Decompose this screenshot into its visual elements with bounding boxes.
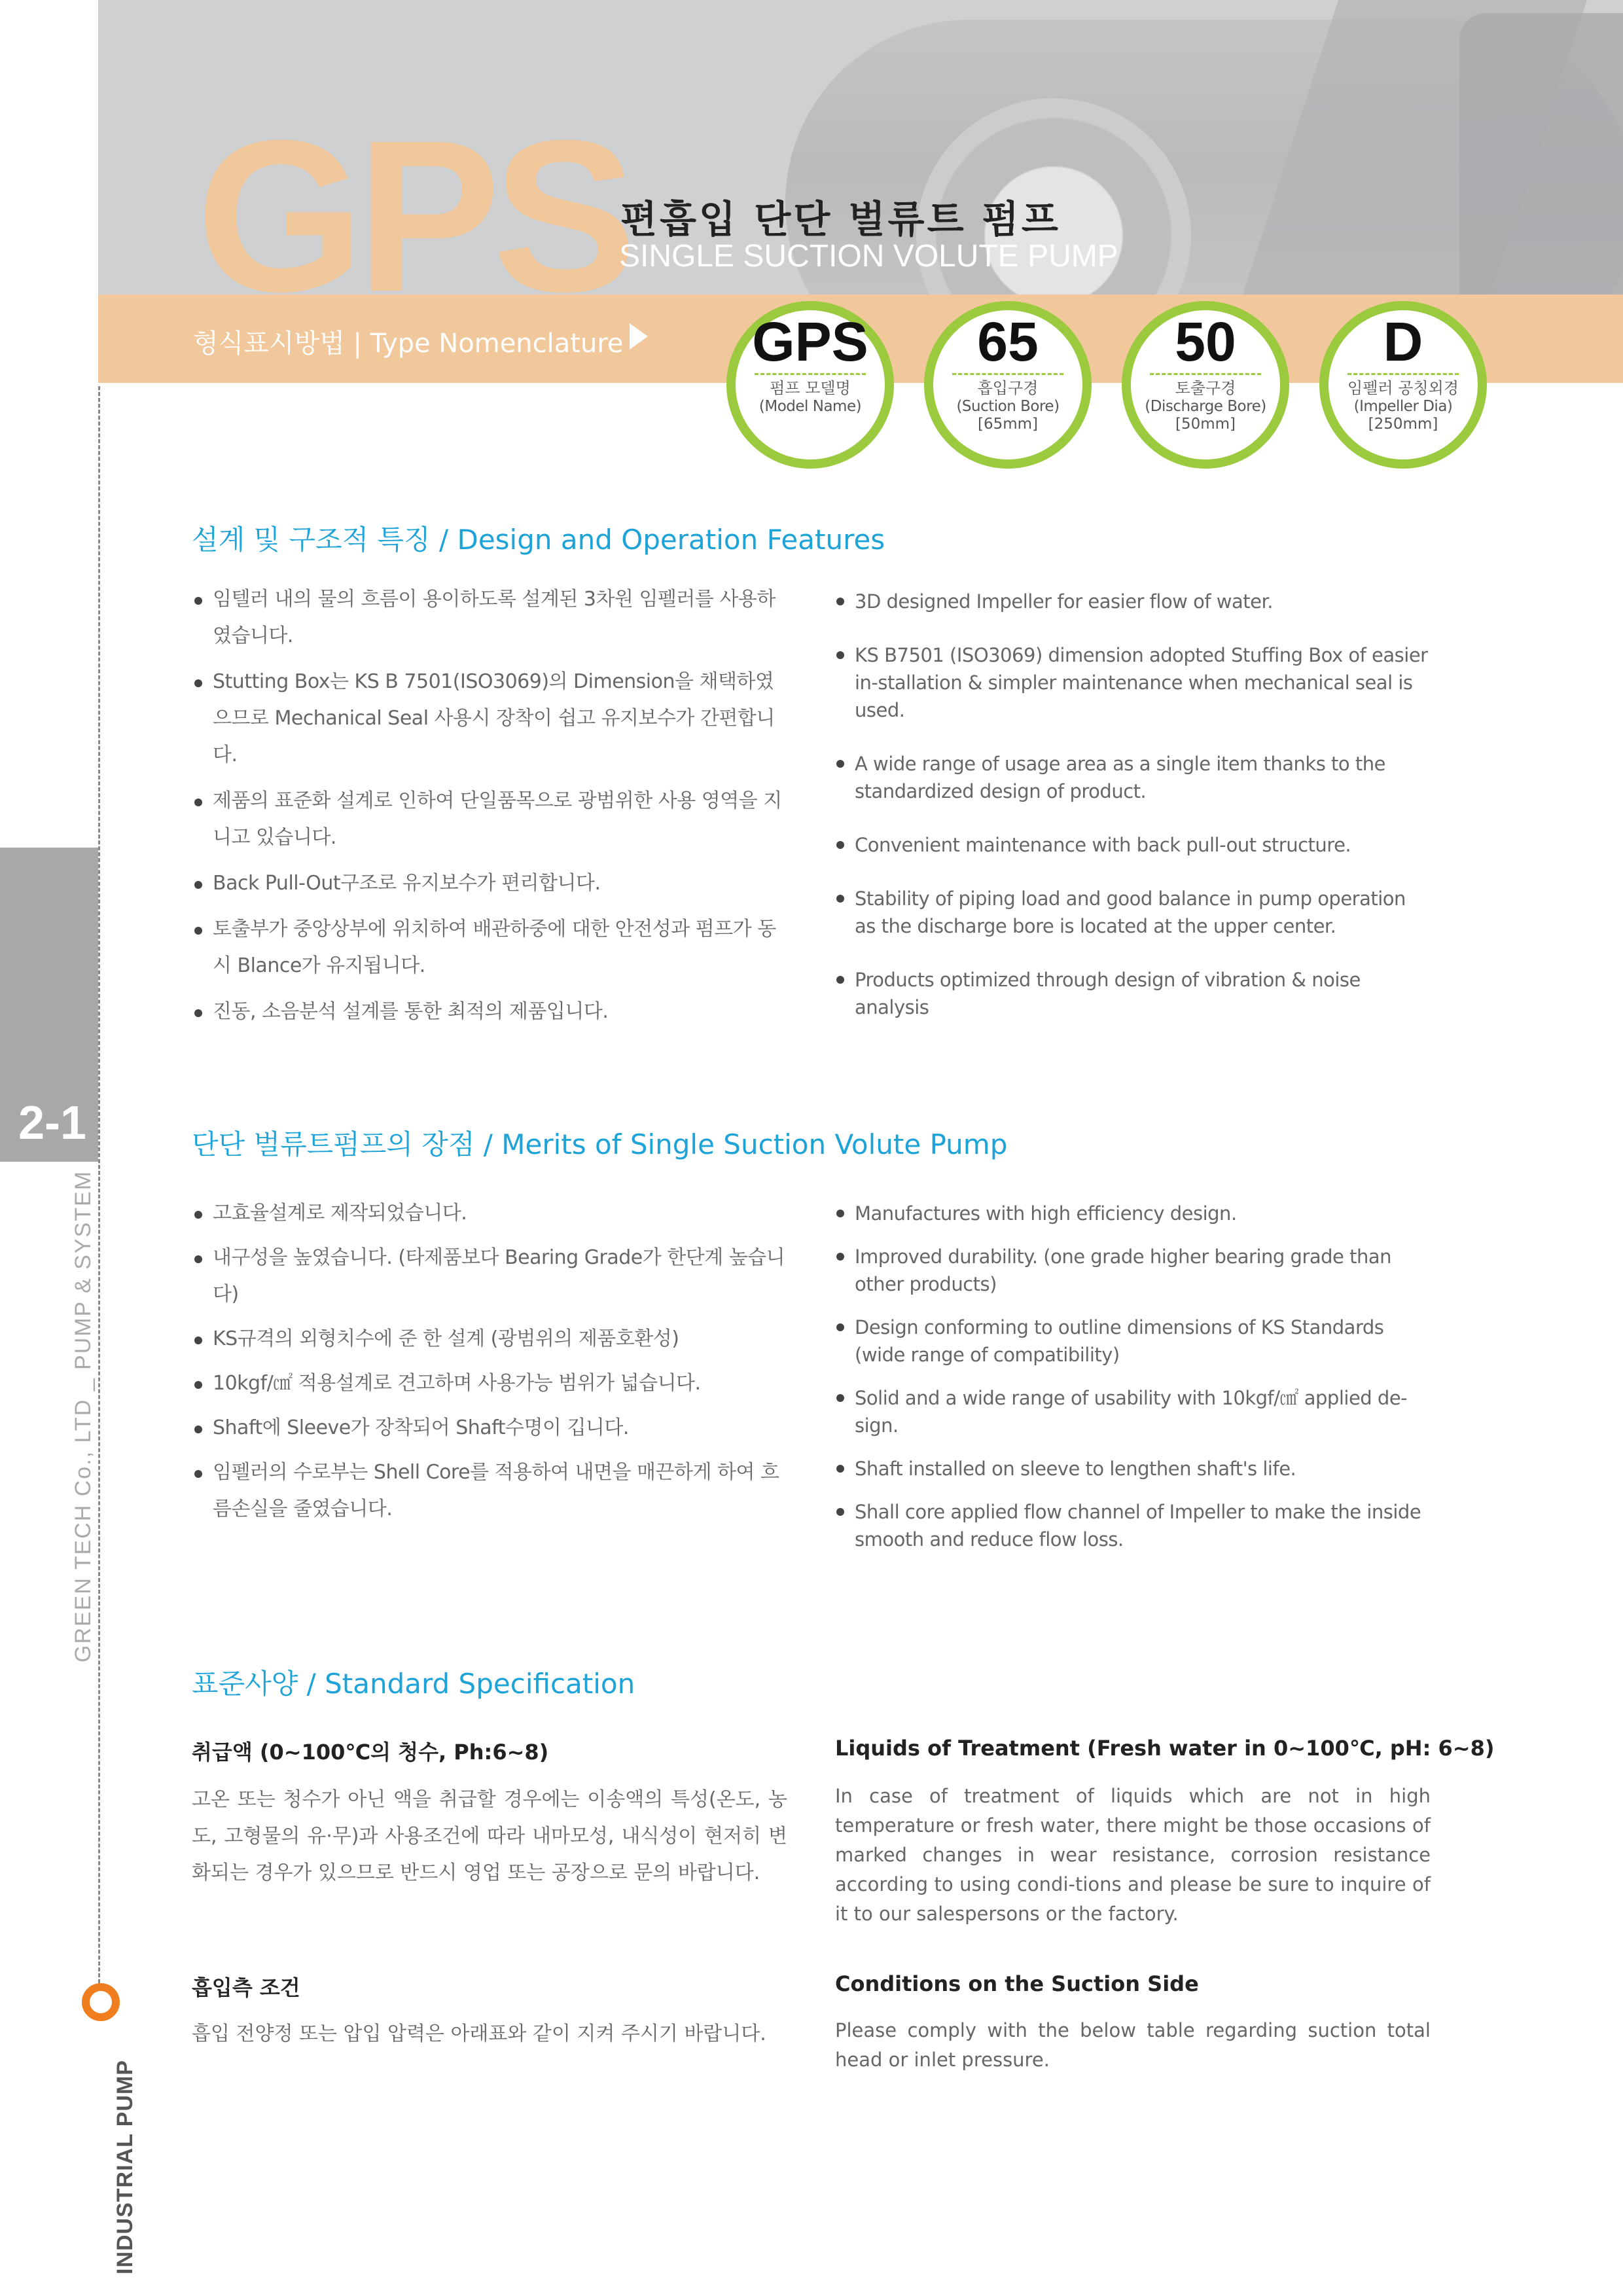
nomenclature-en: (Impeller Dia) xyxy=(1353,397,1453,415)
suction-text-en: Please comply with the below table regarding suction total head or inlet pressure. xyxy=(835,2019,1431,2071)
nomenclature-code: 65 xyxy=(977,311,1039,372)
list-item: 10kgf/㎠ 적용설계로 견고하며 사용가능 범위가 넓습니다. xyxy=(192,1365,792,1402)
nomenclature-kr: 토출구경 xyxy=(1175,379,1236,397)
section-number: 2-1 xyxy=(18,1097,87,1149)
list-item: Products optimized through design of vibration & noise analysis xyxy=(834,966,1431,1021)
section-heading-spec: 표준사양 / Standard Specification xyxy=(192,1668,635,1700)
design-list-en xyxy=(834,588,1431,1021)
side-divider xyxy=(98,386,100,1983)
list-item: Shaft에 Sleeve가 장착되어 Shaft수명이 깁니다. xyxy=(192,1410,792,1446)
section-heading-design: 설계 및 구조적 특징 / Design and Operation Features xyxy=(192,524,885,556)
suction-title-en: Conditions on the Suction Side xyxy=(835,1971,1199,1996)
nomenclature-code: GPS xyxy=(752,311,868,372)
list-item: 임펠러의 수로부는 Shell Core를 적용하여 내면을 매끈하게 하여 흐름손실을 줄였습니다. xyxy=(192,1454,792,1528)
design-list-kr xyxy=(192,581,792,1030)
nomenclature-en: (Suction Bore) xyxy=(956,397,1060,415)
list-item: Manufactures with high efficiency design. xyxy=(834,1200,1431,1227)
page-title-kr: 편흡입 단단 벌류트 펌프 xyxy=(620,197,1061,242)
list-item: 고효율설계로 제작되었습니다. xyxy=(192,1195,792,1232)
list-item: 내구성을 높였습니다. (타제품보다 Bearing Grade가 한단계 높습니다) xyxy=(192,1240,792,1313)
suction-title-kr: 흡입측 조건 xyxy=(192,1975,300,2000)
list-item: Back Pull-Out구조로 유지보수가 편리합니다. xyxy=(192,865,792,902)
arrow-right-icon xyxy=(630,323,648,350)
nomenclature-size: [50mm] xyxy=(1175,416,1236,433)
suction-text-kr: 흡입 전양정 또는 압입 압력은 아래표와 같이 지켜 주시기 바랍니다. xyxy=(192,2022,766,2045)
nomenclature-circle-discharge xyxy=(1122,301,1289,469)
merits-list-en xyxy=(834,1200,1431,1553)
list-item: 3D designed Impeller for easier flow of water. xyxy=(834,588,1431,615)
category-label: INDUSTRIAL PUMP xyxy=(113,2060,137,2274)
nomenclature-size: [65mm] xyxy=(977,416,1039,433)
liquid-text-kr: 고온 또는 청수가 아닌 액을 취급할 경우에는 이송액의 특성(온도, 농도, 고형물의 유·무)과 사용조건에 따라 내마모성, 내식성이 현저히 변화되는 경우가 있으므로 반드시 영업 또는 공장으로 문의 바랍니다. xyxy=(192,1788,787,1884)
nomenclature-kr: 펌프 모델명 xyxy=(770,379,851,397)
liquid-title-en: Liquids of Treatment (Fresh water in 0~100℃, pH: 6~8) xyxy=(835,1736,1495,1761)
list-item: Design conforming to outline dimensions of KS Standards (wide range of compatibility) xyxy=(834,1314,1431,1369)
nomenclature-circle-model xyxy=(726,301,894,469)
nomenclature-kr: 흡입구경 xyxy=(977,379,1039,397)
list-item: 임텔러 내의 물의 흐름이 용이하도록 설계된 3차원 임펠러를 사용하였습니다. xyxy=(192,581,792,655)
nomenclature-label: 형식표시방법 | Type Nomenclature xyxy=(193,329,624,359)
list-item: Improved durability. (one grade higher bearing grade than other products) xyxy=(834,1243,1431,1298)
nomenclature-code: D xyxy=(1383,311,1423,372)
list-item: A wide range of usage area as a single item thanks to the standardized design of product. xyxy=(834,750,1431,805)
liquid-text-en: In case of treatment of liquids which are not in high temperature or fresh water, there might be those occasions of marked changes in wear resistance, corrosion resistance according to using condi-tions and please be sure to inquire of it to our salespersons or the factory. xyxy=(835,1785,1431,1925)
list-item: Shaft installed on sleeve to lengthen shaft's life. xyxy=(834,1455,1431,1482)
list-item: KS규격의 외형치수에 준 한 설계 (광범위의 제품호환성) xyxy=(192,1321,792,1357)
page-title-en: SINGLE SUCTION VOLUTE PUMP xyxy=(619,239,1118,274)
liquid-title-kr: 취급액 (0~100℃의 청수, Ph:6~8) xyxy=(192,1740,549,1765)
ring-icon xyxy=(82,1983,120,2021)
list-item: KS B7501 (ISO3069) dimension adopted Stuffing Box of easier in-stallation & simpler maintenance when mechanical seal is used. xyxy=(834,641,1431,724)
company-name: GREEN TECH Co., LTD _ PUMP & SYSTEM xyxy=(71,1170,96,1662)
nomenclature-en: (Discharge Bore) xyxy=(1145,397,1266,415)
list-item: Shall core applied flow channel of Impeller to make the inside smooth and reduce flow loss. xyxy=(834,1498,1431,1553)
list-item: Convenient maintenance with back pull-out structure. xyxy=(834,831,1431,859)
list-item: 제품의 표준화 설계로 인하여 단일품목으로 광범위한 사용 영역을 지니고 있습니다. xyxy=(192,783,792,856)
list-item: Stutting Box는 KS B 7501(ISO3069)의 Dimension을 채택하였으므로 Mechanical Seal 사용시 장착이 쉽고 유지보수가 간편합니다. xyxy=(192,664,792,774)
section-heading-merits: 단단 벌류트펌프의 장점 / Merits of Single Suction Volute Pump xyxy=(192,1128,1008,1160)
merits-list-kr xyxy=(192,1195,792,1528)
list-item: Stability of piping load and good balance in pump operation as the discharge bore is located at the upper center. xyxy=(834,885,1431,940)
list-item: Solid and a wide range of usability with 10kgf/㎠ applied de-sign. xyxy=(834,1384,1431,1439)
brand-watermark: GPS xyxy=(196,95,629,336)
list-item: 진동, 소음분석 설계를 통한 최적의 제품입니다. xyxy=(192,994,792,1030)
nomenclature-circle-impeller xyxy=(1319,301,1487,469)
nomenclature-kr: 임펠러 공칭외경 xyxy=(1347,379,1459,397)
nomenclature-code: 50 xyxy=(1175,311,1236,372)
nomenclature-size: [250mm] xyxy=(1368,416,1438,433)
list-item: 토출부가 중앙상부에 위치하여 배관하중에 대한 안전성과 펌프가 동시 Blance가 유지됩니다. xyxy=(192,911,792,984)
nomenclature-en: (Model Name) xyxy=(758,397,862,415)
left-margin xyxy=(0,0,98,848)
nomenclature-circle-suction xyxy=(924,301,1092,469)
